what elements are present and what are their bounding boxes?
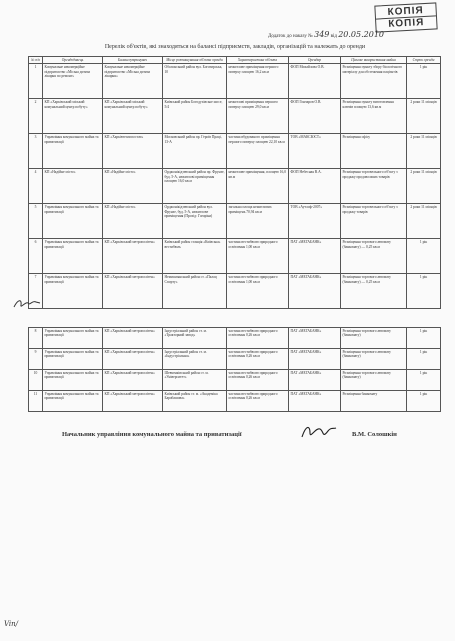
bottom-handwritten-mark: Vin/ <box>4 620 19 628</box>
table-row <box>29 64 441 99</box>
cell-object: частина вестибюлю природного освітлення 0,26 кв.м <box>227 391 289 412</box>
cell-n: 5 <box>29 204 43 239</box>
cell-tenant: ФОП Гончаров О.В. <box>289 99 341 134</box>
header-cell: Цільове використання майна <box>341 57 407 64</box>
cell-n: 10 <box>29 370 43 391</box>
cell-use: Розміщення офісу <box>341 134 407 169</box>
cell-n: 11 <box>29 391 43 412</box>
cell-object: нежитлове приміщення першого поверху площею 16,2 кв.м <box>227 64 289 99</box>
cell-use: Розміщення торгового автомату (банкомату) <box>341 370 407 391</box>
cell-term: 1 рік <box>407 328 441 349</box>
cell-lessor: КП «Надійне місто» <box>43 169 103 204</box>
cell-tenant: ПАТ «МЕГАБАНК» <box>289 391 341 412</box>
cell-lessor: Комунальне некомерційне підприємство «Міська дитяча лікарня по ремонт» <box>43 64 103 99</box>
annex-reference <box>268 30 384 39</box>
table-row <box>29 328 441 349</box>
cell-term: 1 рік <box>407 370 441 391</box>
table-row <box>29 370 441 391</box>
stamp-line-1: КОПІЯ <box>375 4 436 19</box>
cell-tenant: ПАТ «МЕГАБАНК» <box>289 349 341 370</box>
cell-term: 2 роки 11 місяців <box>407 169 441 204</box>
header-cell: Орендодавець <box>43 57 103 64</box>
cell-n: 7 <box>29 274 43 309</box>
cell-place: Немишлянський район ст. «Палац Спорту» <box>163 274 227 309</box>
cell-place: Московський район пр. Героїв Праці, 13-А <box>163 134 227 169</box>
cell-use: Розміщення торгового автомату (банкомату) <box>341 328 407 349</box>
cell-term: 1 рік <box>407 391 441 412</box>
cell-use: Розміщення торгового автомату (банкомату) — 0,25 кв.м <box>341 239 407 274</box>
cell-n: 1 <box>29 64 43 99</box>
cell-holder: КП «Харківський метрополітен» <box>103 370 163 391</box>
table-row <box>29 349 441 370</box>
cell-tenant: ТОВ «МАКСЮСТ» <box>289 134 341 169</box>
cell-lessor: Управління комунального майна та приватизації <box>43 134 103 169</box>
stamp-line-2: КОПІЯ <box>388 17 425 30</box>
cell-object: частина вестибюлю природного освітлення 0,26 кв.м <box>227 349 289 370</box>
annex-date-prefix: від <box>330 34 337 39</box>
cell-lessor: Управління комунального майна та приватизації <box>43 239 103 274</box>
cell-holder: КП «Харківський метрополітен» <box>103 274 163 309</box>
cell-term: 1 рік <box>407 349 441 370</box>
annex-prefix: Додаток до наказу № <box>268 34 313 39</box>
cell-object: загальна площа нежитлових приміщень 70,94 кв.м <box>227 204 289 239</box>
cell-tenant: ФОП Михайлова О.В. <box>289 64 341 99</box>
annex-number: 349 <box>314 30 330 39</box>
cell-term: 2 роки 11 місяців <box>407 134 441 169</box>
cell-tenant: ПАТ «МЕГАБАНК» <box>289 239 341 274</box>
header-cell: № п/п <box>29 57 43 64</box>
cell-place: Орджонікідзевський район пр. Фрунзе, буд. 5-А, нежитлові приміщення площею 16,0 кв.м <box>163 169 227 204</box>
table-header-row <box>29 57 441 64</box>
cell-tenant: ТОВ «Аутлоф-2007» <box>289 204 341 239</box>
cell-n: 3 <box>29 134 43 169</box>
cell-holder: КП «Харківський міський комунальний центр побуту» <box>103 99 163 134</box>
cell-lessor: Управління комунального майна та приватизації <box>43 204 103 239</box>
header-cell: Місце розташування об'єкта оренди <box>163 57 227 64</box>
cell-use: Розміщення торговельного об'єкту з продажу товарів <box>341 204 407 239</box>
table-row <box>29 134 441 169</box>
header-cell: Характеристика об'єкта <box>227 57 289 64</box>
cell-use: Розміщення банкомату <box>341 391 407 412</box>
cell-holder: КП «Надійне місто» <box>103 204 163 239</box>
cell-place: Оболонський район вул. Богатирська, 10 <box>163 64 227 99</box>
cell-place: Шевченківський район ст. м. «Університет» <box>163 370 227 391</box>
cell-term: 1 рік <box>407 274 441 309</box>
document-title: Перелік об'єктів, які знаходяться на балансі підприємств, закладів, організацій та належать до оренди <box>104 44 366 50</box>
cell-term: 1 рік <box>407 64 441 99</box>
table-row <box>29 204 441 239</box>
cell-place: Київський район Богодухівське шосе, 5/4 <box>163 99 227 134</box>
cell-lessor: КП «Харківський міський комунальний центр побуту» <box>43 99 103 134</box>
table-row <box>29 391 441 412</box>
cell-object: частина вестибюлю природного освітлення 1,00 кв.м <box>227 239 289 274</box>
cell-term: 2 роки 11 місяців <box>407 99 441 134</box>
margin-signature <box>12 297 42 311</box>
cell-term: 2 роки 11 місяців <box>407 204 441 239</box>
cell-object: частина вестибюлю природного освітлення 1,00 кв.м <box>227 274 289 309</box>
cell-place: Київський район станція «Київська» вестибюль <box>163 239 227 274</box>
cell-holder: КП «Харківський метрополітен» <box>103 349 163 370</box>
cell-use: Розміщення пункту збору біологічного матеріалу для обстеження пацієнтів <box>341 64 407 99</box>
cell-holder: КП «Харківський метрополітен» <box>103 328 163 349</box>
cell-tenant: ПАТ «МЕГАБАНК» <box>289 370 341 391</box>
cell-lessor: Управління комунального майна та приватизації <box>43 391 103 412</box>
cell-holder: КП «Харківський метрополітен» <box>103 391 163 412</box>
table-row <box>29 239 441 274</box>
objects-table <box>28 56 441 309</box>
cell-holder: КП «Харківтеплопостач» <box>103 134 163 169</box>
cell-object: нежитлове приміщення, площею 16,0 кв.м <box>227 169 289 204</box>
cell-n: 8 <box>29 328 43 349</box>
cell-n: 9 <box>29 349 43 370</box>
footer-position: Начальник управління комунального майна та приватизації <box>62 431 242 438</box>
cell-object: частина вестибюлю природного освітлення 0,26 кв.м <box>227 328 289 349</box>
cell-object: частина вбудованого приміщення першого поверху площею 22,10 кв.м <box>227 134 289 169</box>
cell-tenant: ФОП Небесная В.А. <box>289 169 341 204</box>
cell-lessor: Управління комунального майна та приватизації <box>43 349 103 370</box>
cell-holder: Комунальне некомерційне підприємство «Міська дитяча лікарня» <box>103 64 163 99</box>
cell-lessor: Управління комунального майна та приватизації <box>43 328 103 349</box>
cell-place: Індустріальний район ст. м. «Індустріальна» <box>163 349 227 370</box>
cell-use: Розміщення пункту виготовлення ключів площею 13,6 кв.м <box>341 99 407 134</box>
header-cell: Строк оренди <box>407 57 441 64</box>
cell-lessor: Управління комунального майна та приватизації <box>43 274 103 309</box>
table-row <box>29 274 441 309</box>
cell-n: 4 <box>29 169 43 204</box>
cell-holder: КП «Харківський метрополітен» <box>103 239 163 274</box>
cell-use: Розміщення торговельного об'єкту з продажу продовольчих товарів <box>341 169 407 204</box>
footer-name: В.М. Солошкін <box>352 431 397 438</box>
table-row <box>29 169 441 204</box>
cell-use: Розміщення торгового автомату (банкомату) <box>341 349 407 370</box>
header-cell: Орендар <box>289 57 341 64</box>
cell-n: 2 <box>29 99 43 134</box>
cell-n: 6 <box>29 239 43 274</box>
cell-tenant: ПАТ «МЕГАБАНК» <box>289 328 341 349</box>
cell-holder: КП «Надійне місто» <box>103 169 163 204</box>
copy-stamp <box>374 2 437 32</box>
header-cell: Балансоутримувач <box>103 57 163 64</box>
cell-place: Орджонікідзевський район вул. Фрунзе, буд. 5-А, нежитлове приміщення (Прохід: Гагаріна) <box>163 204 227 239</box>
cell-tenant: ПАТ «МЕГАБАНК» <box>289 274 341 309</box>
objects-table-continued <box>28 327 441 412</box>
cell-place: Індустріальний район ст. м. «Тракторний завод» <box>163 328 227 349</box>
cell-use: Розміщення торгового автомату (банкомату) — 0,25 кв.м <box>341 274 407 309</box>
cell-term: 1 рік <box>407 239 441 274</box>
annex-date: 20.05.2010 <box>338 30 384 39</box>
head-signature <box>298 421 338 443</box>
cell-object: нежитлові приміщення першого поверху площею 29,0 кв.м <box>227 99 289 134</box>
cell-place: Київський район ст. м. «Академіка Барабашова» <box>163 391 227 412</box>
cell-lessor: Управління комунального майна та приватизації <box>43 370 103 391</box>
cell-object: частина вестибюлю природного освітлення 0,26 кв.м <box>227 370 289 391</box>
table-row <box>29 99 441 134</box>
